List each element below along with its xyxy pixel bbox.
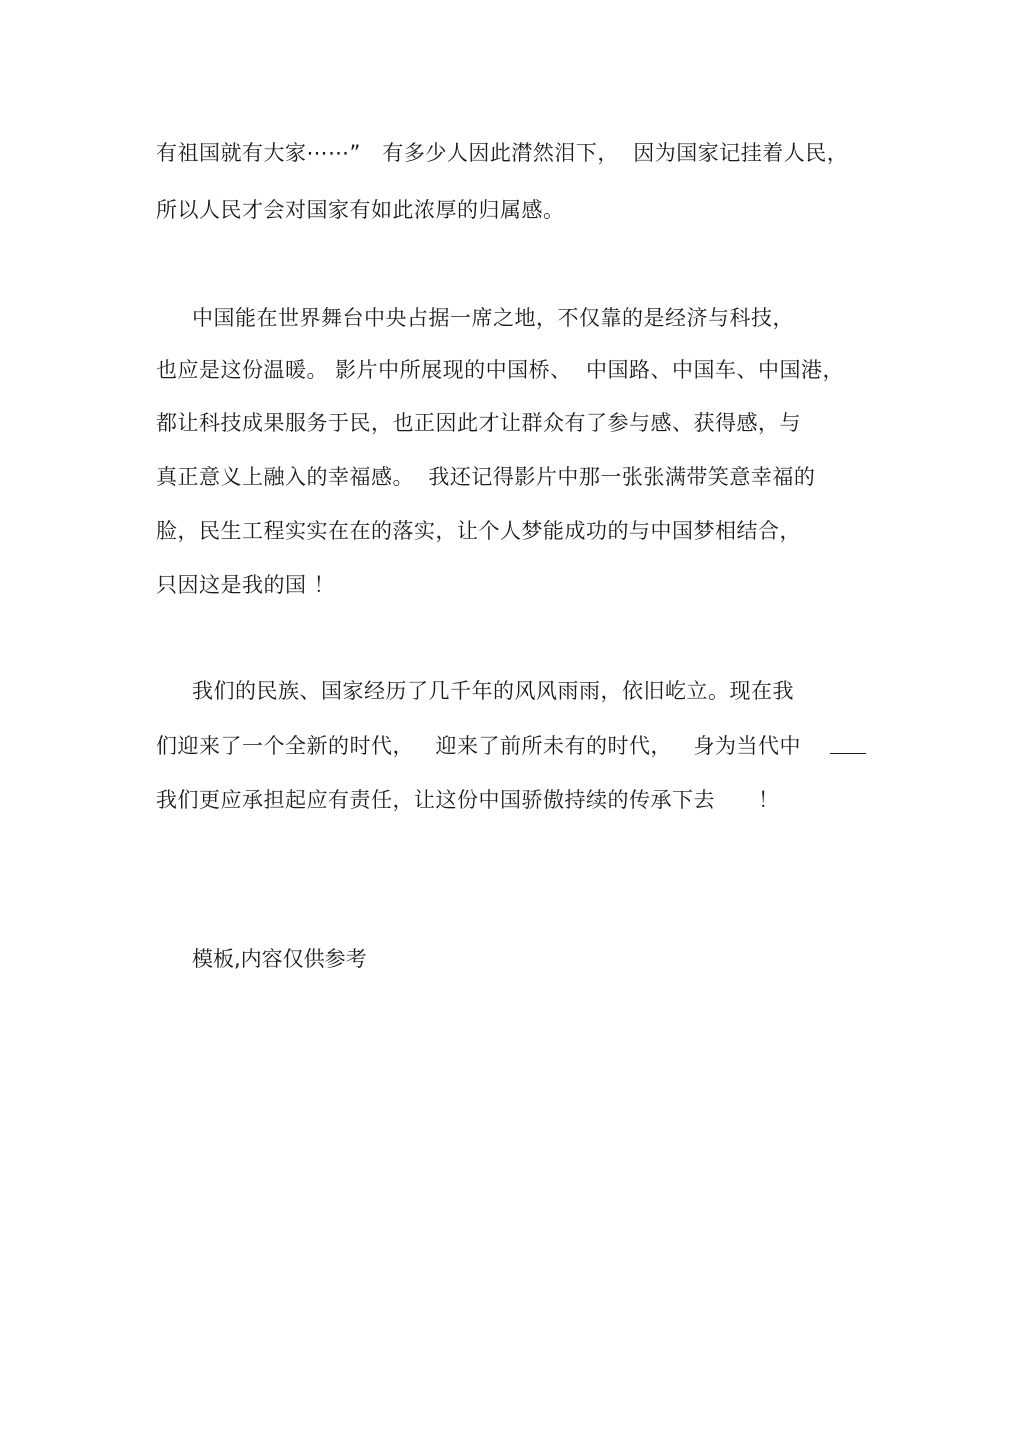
paragraph-1-line-2: 所以人民才会对国家有如此浓厚的归属感。: [156, 198, 565, 222]
fill-in-blank-underline: [830, 753, 866, 754]
paragraph-2-line-6: 只因这是我的国 ！: [156, 573, 336, 597]
template-footer-note: 模板,内容仅供参考: [192, 947, 367, 971]
paragraph-2-line-5: 脸，民生工程实实在在的落实，让个人梦能成功的与中国梦相结合，: [156, 519, 801, 543]
paragraph-2-line-3: 都让科技成果服务于民，也正因此才让群众有了参与感、获得感，与: [156, 411, 801, 435]
paragraph-2-line-2: 也应是这份温暖。 影片中所展现的中国桥、 中国路、中国车、中国港，: [156, 358, 845, 382]
paragraph-2-line-1: 中国能在世界舞台中央占据一席之地，不仅靠的是经济与科技，: [192, 306, 794, 330]
paragraph-1-line-1: 有祖国就有大家⋯⋯” 有多少人因此潸然泪下， 因为国家记挂着人民，: [156, 141, 849, 165]
paragraph-2-line-4: 真正意义上融入的幸福感。 我还记得影片中那一张张满带笑意幸福的: [156, 465, 816, 489]
paragraph-3-line-3: 我们更应承担起应有责任，让这份中国骄傲持续的传承下去 ！: [156, 788, 780, 812]
paragraph-3-line-2: 们迎来了一个全新的时代， 迎来了前所未有的时代， 身为当代中: [156, 734, 802, 758]
paragraph-3-line-1: 我们的民族、国家经历了几千年的风风雨雨，依旧屹立。现在我: [192, 679, 794, 703]
